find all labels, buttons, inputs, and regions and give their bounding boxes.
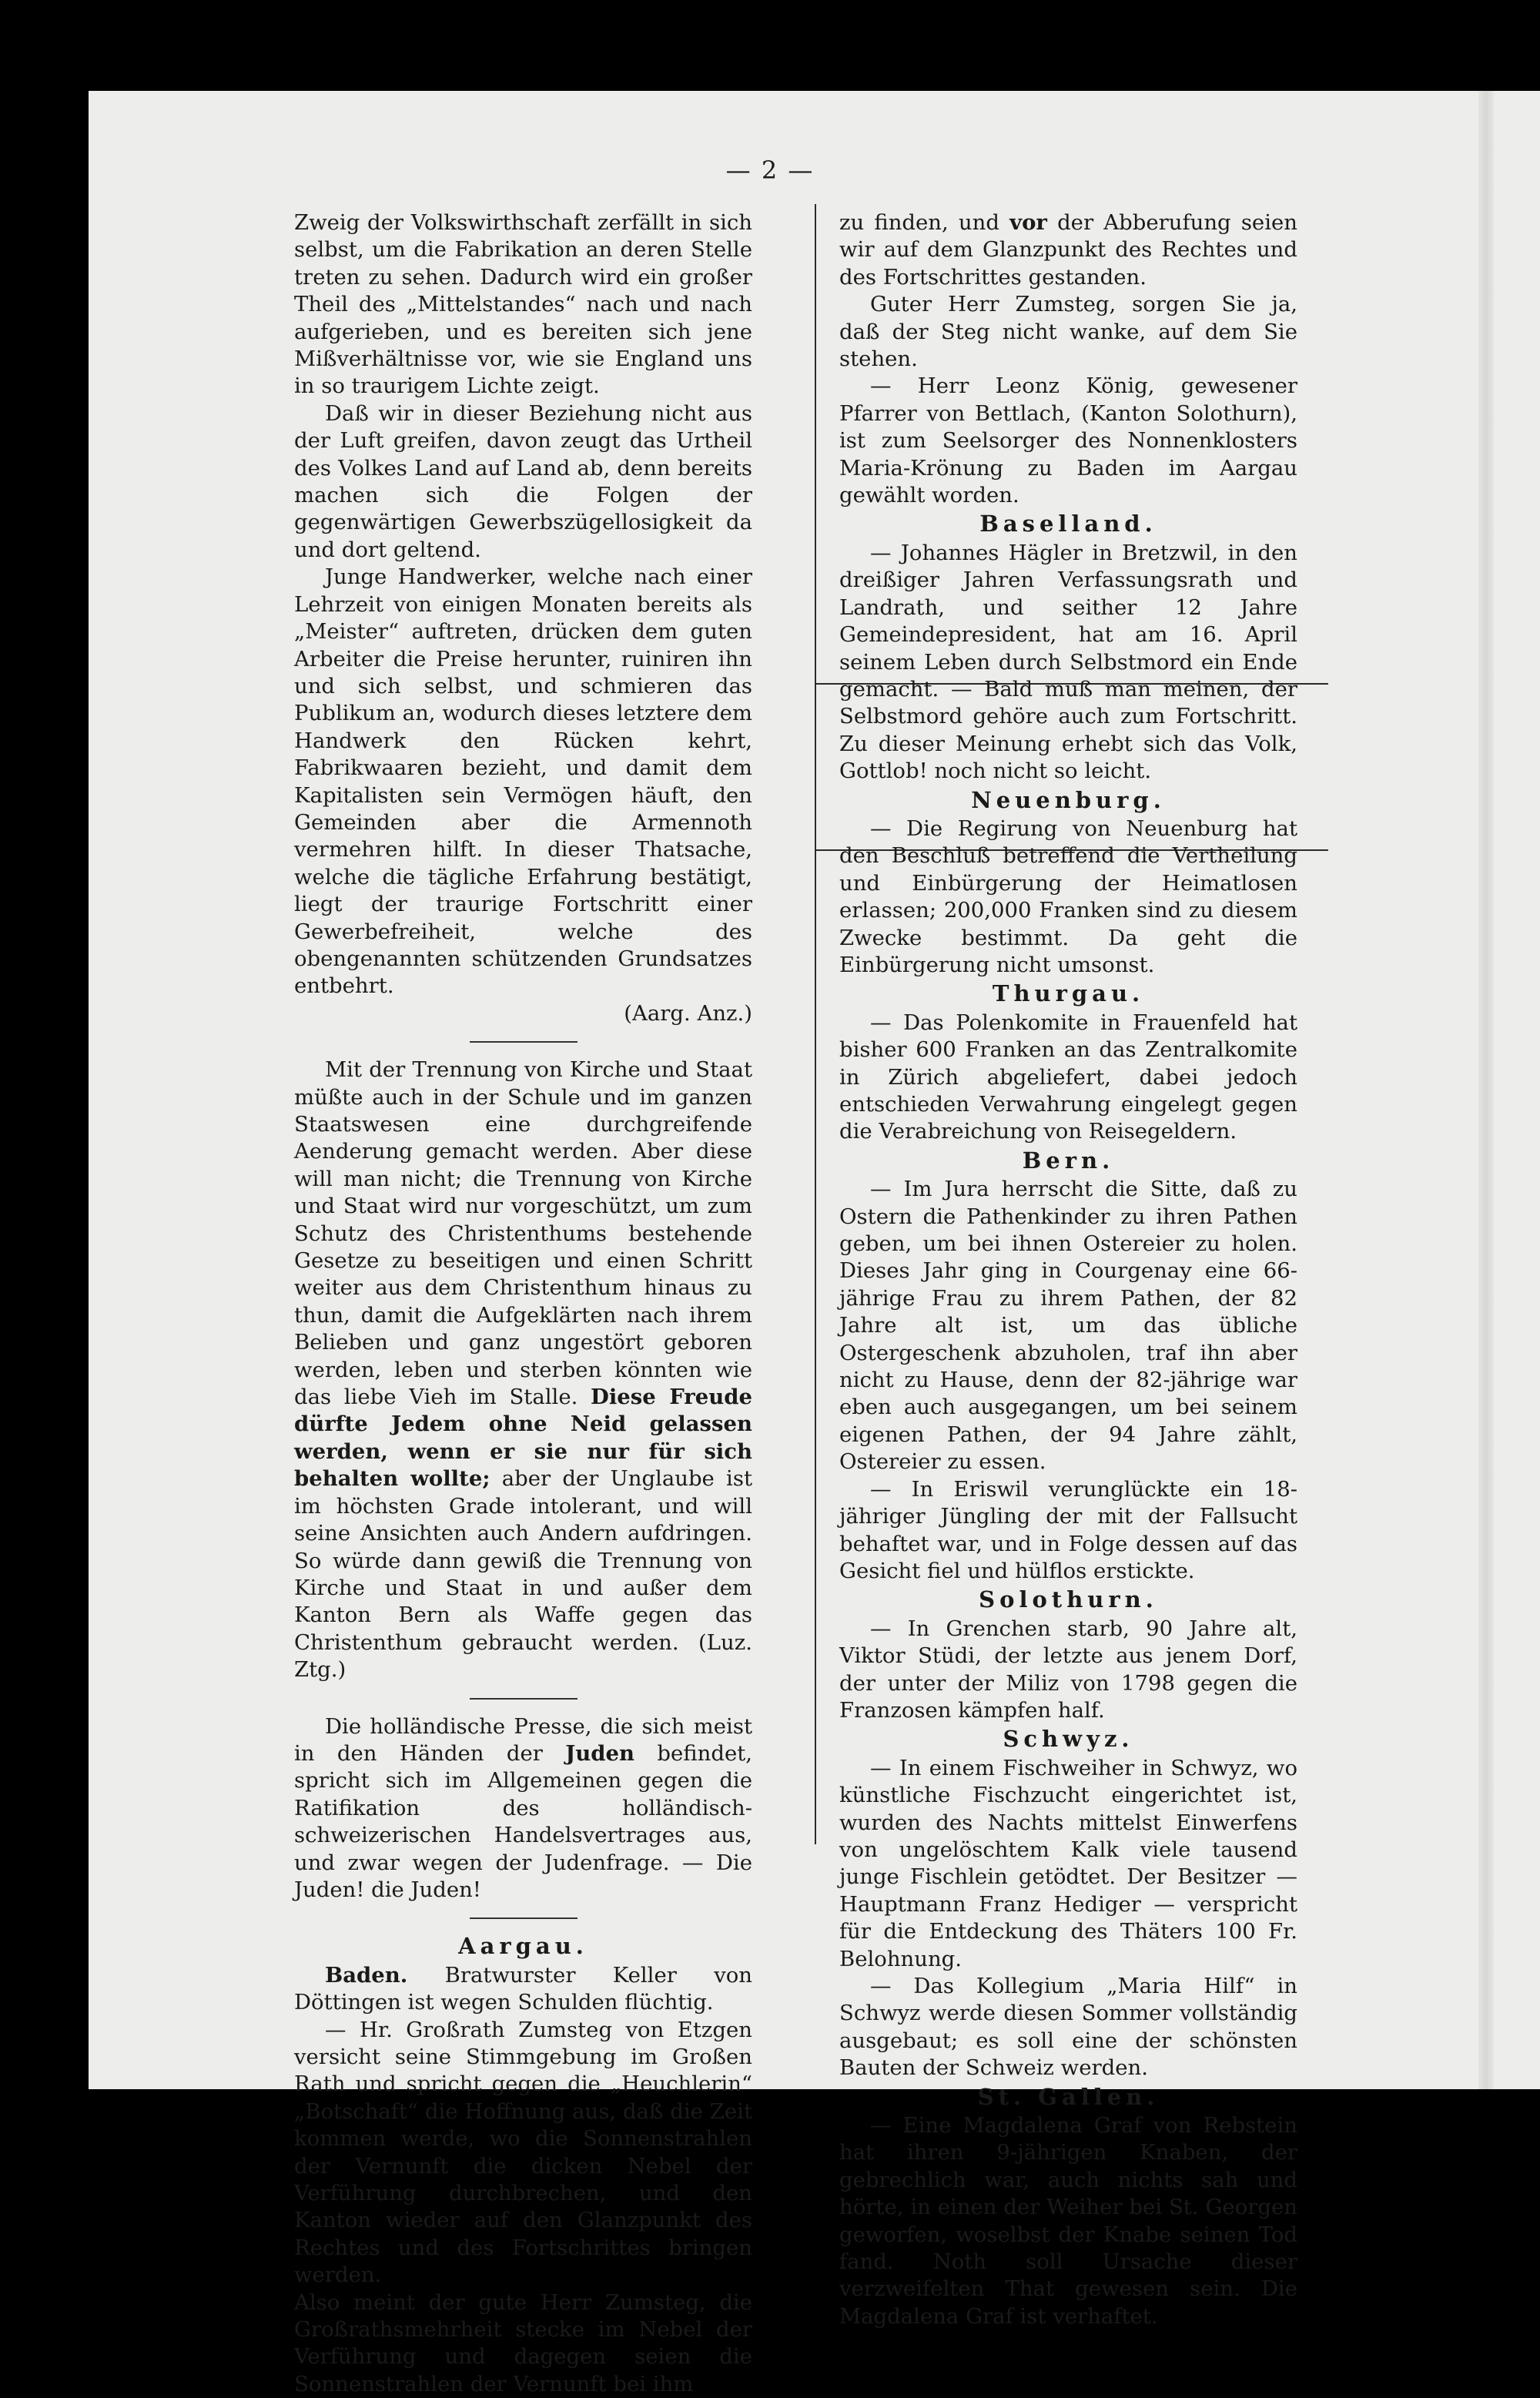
text-run: zu finden, und xyxy=(839,210,1010,235)
section-heading-solothurn: Solothurn. xyxy=(979,1586,1158,1613)
paragraph xyxy=(839,209,1297,291)
paragraph: Also meint der gute Herr Zumsteg, die Großrathsmehrheit stecke im Nebel der Verführung und dagegen seien die Sonnenstrahlen der Vernunft bei ihm xyxy=(294,2289,752,2396)
section-heading-neuenburg: Neuenburg. xyxy=(971,786,1166,813)
bold-text-run: Juden xyxy=(565,1740,635,1766)
right-column xyxy=(839,209,1297,2330)
paragraph: — Im Jura herrscht die Sitte, daß zu Ostern die Pathenkinder zu ihren Pathen geben, um bei ihnen Ostereier zu holen. Dieses Jahr ging in Courgenay eine 66-jährige Frau zu ihrem Pathen, der 82 Jahre alt ist, um das übliche Ostergeschenk abzuholen, traf ihn aber nicht zu Hause, denn der 82-jährige war eben auch ausgegangen, um bei seinem eigenen Pathen, der 94 Jahre zählt, Ostereier zu essen. xyxy=(839,1177,1297,1475)
paragraph: Junge Handwerker, welche nach einer Lehrzeit von einigen Monaten bereits als „Meister“ auftreten, drücken dem guten Arbeiter die Preise herunter, ruiniren ihn und sich selbst, und schmieren das Publikum an, wodurch dieses letztere dem Handwerk den Rücken kehrt, Fabrikwaaren bezieht, und damit dem Kapitalisten sein Vermögen häuft, den Gemeinden aber die Armennoth vermehren hilft. In dieser Thatsache, welche die tägliche Erfahrung bestätigt, liegt der traurige Fortschritt einer Gewerbefreiheit, welche des obengenannten schützenden Grundsatzes entbehrt. xyxy=(294,564,752,999)
column-divider xyxy=(815,204,816,1844)
article-rule xyxy=(470,1917,578,1919)
paragraph: Daß wir in dieser Beziehung nicht aus der Luft greifen, davon zeugt das Urtheil des Volkes Land auf Land ab, denn bereits machen sich die Folgen der gegenwärtigen Gewerbszügellosigkeit da und dort geltend. xyxy=(294,400,752,562)
article-rule xyxy=(470,1698,578,1700)
section-heading-aargau: Aargau. xyxy=(458,1933,588,1960)
bold-text-run: vor xyxy=(1009,210,1047,235)
text-run: befindet, spricht sich im Allgemeinen gegen die Ratifikation des holländisch-schweizerischen Handelsvertrages aus, und zwar wegen der Judenfrage. — Die Juden! die Juden! xyxy=(294,1740,753,1902)
section-heading-baselland: Baselland. xyxy=(979,511,1157,538)
section-heading-st-gallen: St. Gallen. xyxy=(977,2083,1160,2110)
text-run: aber der Unglaube ist im höchsten Grade intolerant, und will seine Ansichten auch Andern aufdringen. So würde dann gewiß die Trennung von Kirche und Staat in und außer dem Kanton Bern als Waffe gegen das Christenthum gebraucht werden. (Luz. Ztg.) xyxy=(294,1466,752,1683)
page-fold xyxy=(1478,91,1494,2089)
paragraph: — Johannes Hägler in Bretzwil, in den dreißiger Jahren Verfassungsrath und Landrath, und seither 12 Jahre Gemeindepresident, hat am 16. April seinem Leben durch Selbstmord ein Ende gemacht. — Bald muß man meinen, der Selbstmord gehöre auch zum Fortschritt. Zu dieser Meinung erhebt sich das Volk, Gottlob! noch nicht so leicht. xyxy=(839,540,1297,784)
paragraph: — Eine Magdalena Graf von Rebstein hat ihren 9-jährigen Knaben, der gebrechlich war, auch nichts sah und hörte, in einen der Weiher bei St. Georgen geworfen, woselbst der Knabe seinen Tod fand. Noth soll Ursache dieser verzweifelten That gewesen sein. Die Magdalena Graf ist verhaftet. xyxy=(839,2113,1297,2329)
paragraph: — In einem Fischweiher in Schwyz, wo künstliche Fischzucht eingerichtet ist, wurden des Nachts mittelst Einwerfens von ungelöschtem Kalk viele tausend junge Fischlein getödtet. Der Besitzer — Hauptmann Franz Hediger — verspricht für die Entdeckung des Thäters 100 Fr. Belohnung. xyxy=(839,1755,1297,1971)
paragraph: Guter Herr Zumsteg, sorgen Sie ja, daß der Steg nicht wanke, auf dem Sie stehen. xyxy=(839,292,1297,372)
paragraph: — Herr Leonz König, gewesener Pfarrer von Bettlach, (Kanton Solothurn), ist zum Seelsorger des Nonnenklosters Maria-Krönung zu Baden im Aargau gewählt worden. xyxy=(839,373,1297,508)
text-run: Die holländische Presse, die sich meist in den Händen der xyxy=(294,1713,752,1766)
bold-text-run: Diese Freude dürfte Jedem ohne Neid gelassen werden, wenn er sie nur für sich behalten wollte; xyxy=(294,1385,753,1492)
paragraph: — Die Regirung von Neuenburg hat den Beschluß betreffend die Vertheilung und Einbürgerung der Heimatlosen erlassen; 200,000 Franken sind zu diesem Zwecke bestimmt. Da geht die Einbürgerung nicht umsonst. xyxy=(839,816,1297,977)
paragraph xyxy=(294,1713,752,1904)
paragraph xyxy=(294,1057,752,1683)
section-heading-bern: Bern. xyxy=(1022,1147,1115,1174)
article-rule xyxy=(470,1041,578,1043)
source-citation: (Aarg. Anz.) xyxy=(624,1000,752,1026)
paragraph: — Hr. Großrath Zumsteg von Etzgen versicht seine Stimmgebung im Großen Rath und spricht gegen die „Heuchlerin“ „Botschaft“ die Hoffnung aus, daß die Zeit kommen werde, wo die Sonnenstrahlen der Vernunft die dicken Nebel der Verführung durchbrechen, und den Kanton wieder auf den Glanzpunkt des Rechtes und des Fortschrittes bringen werden. xyxy=(294,2017,752,2288)
paragraph: — Das Polenkomite in Frauenfeld hat bisher 600 Franken an das Zentralkomite in Zürich abgeliefert, dabei jedoch entschieden Verwahrung eingelegt gegen die Verabreichung von Reisegeldern. xyxy=(839,1010,1297,1144)
paragraph: — In Grenchen starb, 90 Jahre alt, Viktor Stüdi, der letzte aus jenem Dorf, der unter der Miliz von 1798 gegen die Franzosen kämpfen half. xyxy=(839,1616,1297,1723)
place-label: Baden. xyxy=(325,1962,408,1988)
left-column xyxy=(294,209,752,2398)
section-heading-thurgau: Thurgau. xyxy=(992,980,1145,1007)
page-number: — 2 — xyxy=(725,156,815,185)
section-heading-schwyz: Schwyz. xyxy=(1003,1726,1134,1753)
text-run: Bratwurster Keller von Döttingen ist wegen Schulden flüchtig. xyxy=(294,1962,752,2015)
paragraph: Zweig der Volkswirthschaft zerfällt in sich selbst, um die Fabrikation an deren Stelle treten zu sehen. Dadurch wird ein großer Theil des „Mittelstandes“ nach und nach aufgerieben, und es bereiten sich jene Mißverhältnisse vor, wie sie England uns in so traurigem Lichte zeigt. xyxy=(294,210,752,399)
paragraph xyxy=(294,1962,752,2017)
paragraph: — In Eriswil verunglückte ein 18-jähriger Jüngling der mit der Fallsucht behaftet war, und in Folge dessen auf das Gesicht fiel und hülflos erstickte. xyxy=(839,1476,1297,1583)
text-run: der Abberufung seien wir auf dem Glanzpunkt des Rechtes und des Fortschrittes gestanden. xyxy=(839,210,1297,290)
text-run: Mit der Trennung von Kirche und Staat müßte auch in der Schule und im ganzen Staatswesen eine durchgreifende Aenderung gemacht werden. Aber diese will man nicht; die Trennung von Kirche und Staat wird nur vorgeschützt, um zum Schutz des Christenthums bestehende Gesetze zu beseitigen und einen Schritt weiter aus dem Christenthum hinaus zu thun, damit die Aufgeklärten nach ihrem Belieben und ganz ungestört geboren werden, leben und sterben könnten wie das liebe Vieh im Stalle. xyxy=(294,1057,752,1410)
paragraph: — Das Kollegium „Maria Hilf“ in Schwyz werde diesen Sommer vollständig ausgebaut; es soll eine der schönsten Bauten der Schweiz werden. xyxy=(839,1974,1297,2081)
